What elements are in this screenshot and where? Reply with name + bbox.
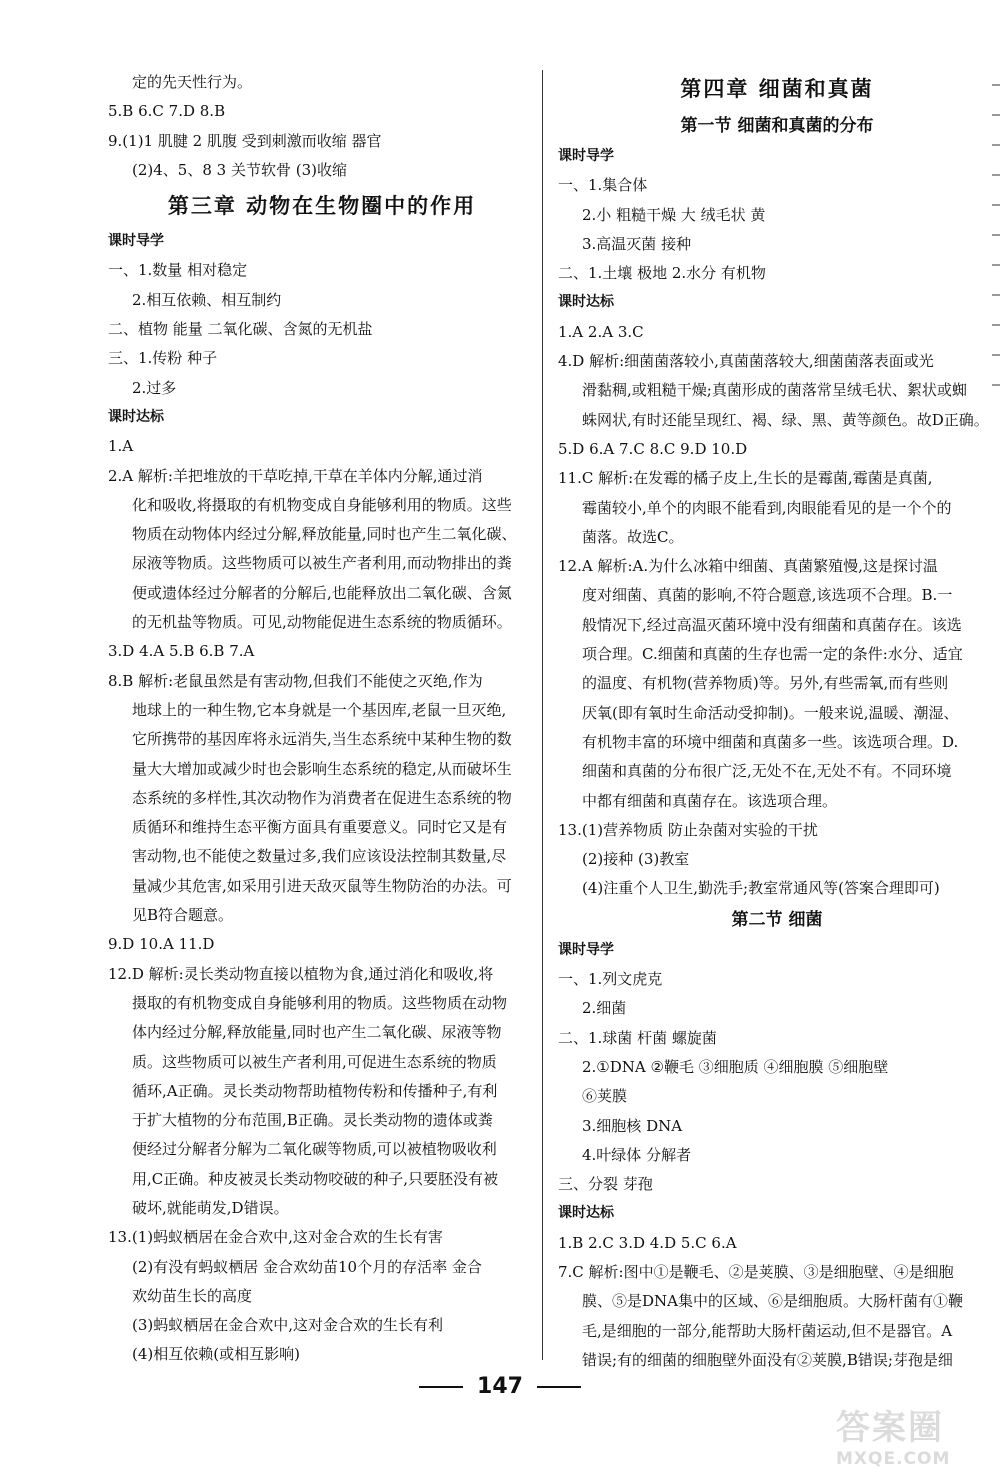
text-line: 2.小 粗糙干燥 大 绒毛状 黄 — [582, 205, 766, 224]
text-line: (2)接种 (3)教室 — [582, 850, 690, 869]
page-number-dash-left — [419, 1386, 463, 1388]
text-line: 9.(1)1 肌腱 2 肌腹 受到刺激而收缩 器官 — [108, 131, 382, 150]
text-line: 霉菌较小,单个的肉眼不能看到,肉眼能看见的是一个个的 — [582, 498, 952, 517]
text-line: (4)相互依赖(或相互影响) — [132, 1345, 300, 1364]
text-line: 一、1.集合体 — [558, 176, 648, 195]
text-line: 4.叶绿体 分解者 — [582, 1145, 692, 1164]
text-line: 3.细胞核 DNA — [582, 1116, 683, 1135]
page-number-dash-right — [537, 1386, 581, 1388]
text-line: 滑黏稠,或粗糙干燥;真菌形成的菌落常呈绒毛状、絮状或蜘 — [582, 381, 967, 400]
page-edge-binding — [992, 70, 1000, 400]
text-line: 厌氧(即有氧时生命活动受抑制)。一般来说,温暖、潮湿、 — [582, 703, 959, 722]
text-line: 般情况下,经过高温灭菌环境中没有细菌和真菌存在。该选 — [582, 615, 962, 634]
section-label: 课时达标 — [108, 408, 164, 425]
text-line: 错误;有的细菌的细胞壁外面没有②荚膜,B错误;芽孢是细 — [582, 1350, 953, 1369]
text-line: 质循环和维持生态平衡方面具有重要意义。同时它又是有 — [132, 818, 508, 837]
text-line: 2.细菌 — [582, 999, 627, 1018]
text-line: 二、1.球菌 杆菌 螺旋菌 — [558, 1028, 717, 1047]
text-line: 用,C正确。种皮被灵长类动物咬破的种子,只要胚没有被 — [132, 1169, 499, 1188]
text-line: 1.A 2.A 3.C — [558, 322, 644, 341]
text-line: 于扩大植物的分布范围,B正确。灵长类动物的遗体或粪 — [132, 1111, 493, 1130]
chapter-title: 第四章 细菌和真菌 — [680, 76, 874, 101]
text-line: 中都有细菌和真菌存在。该选项合理。 — [582, 791, 838, 810]
text-line: (4)注重个人卫生,勤洗手;教室常通风等(答案合理即可) — [582, 879, 940, 898]
section-label: 课时导学 — [558, 941, 614, 958]
text-line: 8.B 解析:老鼠虽然是有害动物,但我们不能使之灭绝,作为 — [108, 671, 483, 690]
text-line: 二、植物 能量 二氧化碳、含氮的无机盐 — [108, 320, 373, 339]
text-line: 11.C 解析:在发霉的橘子皮上,生长的是霉菌,霉菌是真菌, — [558, 469, 933, 488]
text-line: 害动物,也不能使之数量过多,我们应该设法控制其数量,尽 — [132, 847, 507, 866]
text-line: 12.D 解析:灵长类动物直接以植物为食,通过消化和吸收,将 — [108, 964, 494, 983]
left-column — [108, 68, 536, 1370]
text-line: 态系统的多样性,其次动物作为消费者在促进生态系统的物 — [132, 788, 512, 807]
text-line: 5.B 6.C 7.D 8.B — [108, 102, 226, 121]
text-line: 的无机盐等物质。可见,动物能促进生态系统的物质循环。 — [132, 613, 512, 632]
text-line: 9.D 10.A 11.D — [108, 935, 215, 954]
text-line: 13.(1)蚂蚁栖居在金合欢中,这对金合欢的生长有害 — [108, 1228, 443, 1247]
column-divider — [542, 70, 543, 1360]
text-line: 见B符合题意。 — [132, 906, 234, 925]
chapter-title: 第三章 动物在生物圈中的作用 — [167, 193, 477, 219]
text-line: 2.①DNA ②鞭毛 ③细胞质 ④细胞膜 ⑤细胞壁 — [582, 1057, 889, 1076]
section-title: 第二节 细菌 — [731, 909, 823, 930]
text-line: 有机物丰富的环境中细菌和真菌多一些。该选项合理。D. — [582, 732, 959, 751]
text-line: 定的先天性行为。 — [132, 73, 253, 91]
text-line: 一、1.列文虎克 — [558, 970, 663, 989]
text-line: 1.A — [108, 437, 134, 456]
text-line: 的温度、有机物(营养物质)等。另外,有些需氧,而有些则 — [582, 674, 949, 693]
text-line: 4.D 解析:细菌菌落较小,真菌菌落较大,细菌菌落表面或光 — [558, 352, 934, 371]
text-line: 地球上的一种生物,它本身就是一个基因库,老鼠一旦灭绝, — [132, 700, 507, 719]
text-line: 三、分裂 芽孢 — [558, 1175, 653, 1194]
text-line: 12.A 解析:A.为什么冰箱中细菌、真菌繁殖慢,这是探讨温 — [558, 557, 938, 576]
text-line: 细菌和真菌的分布很广泛,无处不在,无处不有。不同环境 — [582, 762, 952, 781]
text-line: 膜、⑤是DNA集中的区域、⑥是细胞质。大肠杆菌有①鞭 — [582, 1292, 963, 1311]
text-line: 循环,A正确。灵长类动物帮助植物传粉和传播种子,有利 — [132, 1081, 498, 1100]
text-line: 毛,是细胞的一部分,能帮助大肠杆菌运动,但不是器官。A — [582, 1321, 953, 1340]
text-line: 二、1.土壤 极地 2.水分 有机物 — [558, 264, 766, 283]
page-number-text: 147 — [477, 1374, 523, 1399]
text-line: (2)有没有蚂蚁栖居 金合欢幼苗10个月的存活率 金合 — [132, 1257, 482, 1276]
text-line: 质。这些物质可以被生产者利用,可促进生态系统的物质 — [132, 1052, 497, 1071]
text-line: 三、1.传粉 种子 — [108, 349, 218, 368]
text-line: 项合理。C.细菌和真菌的生存也需一定的条件:水分、适宜 — [582, 645, 963, 664]
text-line: 蛛网状,有时还能呈现红、褐、绿、黑、黄等颜色。故D正确。 — [582, 410, 989, 429]
right-column — [558, 68, 996, 1375]
section-label: 课时达标 — [558, 294, 614, 311]
text-line: 7.C 解析:图中①是鞭毛、②是荚膜、③是细胞壁、④是细胞 — [558, 1262, 954, 1281]
text-line: 3.D 4.A 5.B 6.B 7.A — [108, 642, 255, 661]
text-line: 一、1.数量 相对稳定 — [108, 261, 248, 280]
watermark-logo — [836, 1400, 986, 1469]
text-line: 5.D 6.A 7.C 8.C 9.D 10.D — [558, 439, 748, 458]
section-label: 课时达标 — [558, 1205, 614, 1222]
text-line: 它所携带的基因库将永远消失,当生态系统中某种生物的数 — [132, 730, 512, 749]
text-line: (2)4、5、8 3 关节软骨 (3)收缩 — [132, 160, 347, 179]
text-line: 量大大增加或减少时也会影响生态系统的稳定,从而破坏生 — [132, 759, 512, 778]
text-line: 化和吸收,将摄取的有机物变成自身能够利用的物质。这些 — [132, 495, 512, 514]
watermark-line-1: 答案圈 — [836, 1408, 944, 1448]
watermark-line-2: MXQE.COM — [836, 1449, 951, 1469]
text-line: 度对细菌、真菌的影响,不符合题意,该选项不合理。B.一 — [582, 586, 953, 605]
page-number — [0, 1374, 1000, 1399]
text-line: 1.B 2.C 3.D 4.D 5.C 6.A — [558, 1233, 737, 1252]
text-line: (3)蚂蚁栖居在金合欢中,这对金合欢的生长有利 — [132, 1316, 444, 1335]
text-line: 菌落。故选C。 — [582, 527, 684, 546]
text-line: 尿液等物质。这些物质可以被生产者利用,而动物排出的粪 — [132, 554, 512, 573]
section-title: 第一节 细菌和真菌的分布 — [680, 116, 874, 136]
text-line: 2.过多 — [132, 378, 177, 397]
text-line: 体内经过分解,释放能量,同时也产生二氧化碳、尿液等物 — [132, 1023, 502, 1042]
text-line: 3.高温灭菌 接种 — [582, 234, 692, 253]
text-line: 13.(1)营养物质 防止杂菌对实验的干扰 — [558, 820, 818, 839]
text-line: 2.相互依赖、相互制约 — [132, 290, 282, 309]
section-label: 课时导学 — [108, 233, 164, 250]
text-line: 破坏,就能萌发,D错误。 — [132, 1198, 289, 1217]
text-line: 欢幼苗生长的高度 — [132, 1286, 253, 1305]
section-label: 课时导学 — [558, 148, 614, 164]
text-line: 量减少其危害,如采用引进天敌灭鼠等生物防治的办法。可 — [132, 876, 512, 895]
text-line: 物质在动物体内经过分解,释放能量,同时也产生二氧化碳、 — [132, 525, 517, 544]
text-line: 摄取的有机物变成自身能够利用的物质。这些物质在动物 — [132, 993, 508, 1012]
text-line: 2.A 解析:羊把堆放的干草吃掉,干草在羊体内分解,通过消 — [108, 466, 483, 485]
text-line: 便经过分解者分解为二氧化碳等物质,可以被植物吸收利 — [132, 1140, 497, 1159]
text-line: 便或遗体经过分解者的分解后,也能释放出二氧化碳、含氮 — [132, 583, 512, 602]
text-line: ⑥荚膜 — [582, 1087, 628, 1106]
